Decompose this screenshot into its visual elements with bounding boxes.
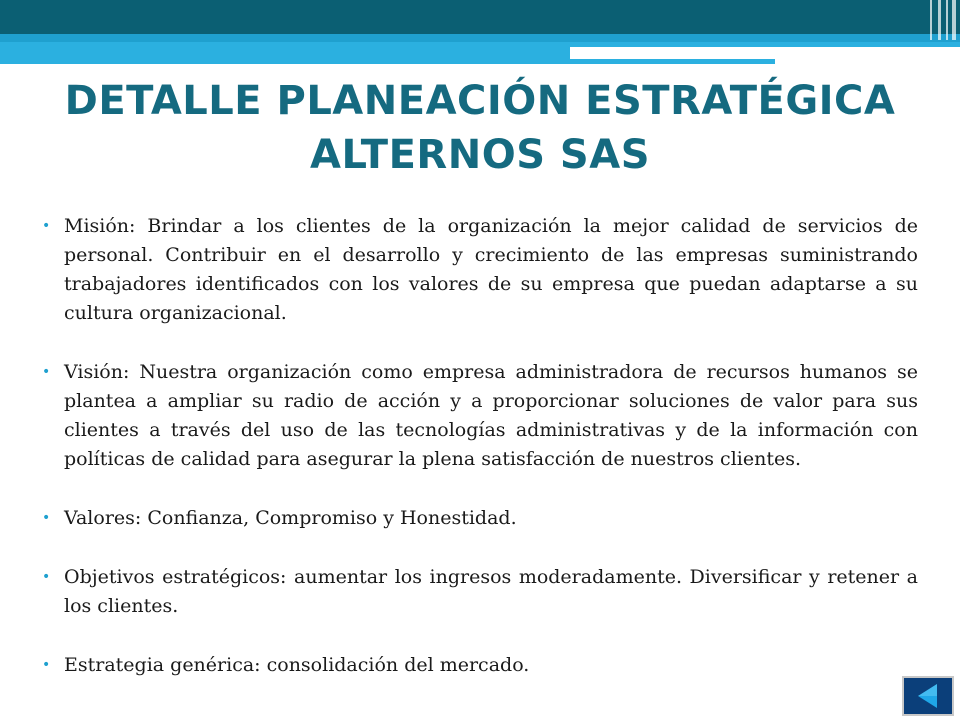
header-bar-dark bbox=[0, 0, 960, 34]
bullet-text: Objetivos estratégicos: aumentar los ingresos moderadamente. Diversificar y retener a los clientes. bbox=[64, 566, 918, 617]
bullet-text: Misión: Brindar a los clientes de la organización la mejor calidad de servicios de personal. Contribuir en el desarrollo y crecimiento de las empresas suministrando trabajadores identificados con los valores de su empresa que puedan adaptarse a su cultura organizacional. bbox=[64, 215, 918, 324]
bullet-item-vision bbox=[40, 358, 918, 474]
bullet-icon: • bbox=[42, 510, 51, 526]
header-stripe bbox=[938, 0, 941, 40]
back-arrow-icon bbox=[913, 681, 943, 711]
bullet-icon: • bbox=[42, 364, 51, 380]
bullet-item-estrategia bbox=[40, 651, 918, 680]
header-bar-mid bbox=[0, 42, 570, 64]
bullet-text: Valores: Confianza, Compromiso y Honestidad. bbox=[64, 507, 517, 529]
header-bar-light bbox=[0, 34, 960, 42]
bullet-icon: • bbox=[42, 569, 51, 585]
header-divider-line bbox=[570, 49, 890, 51]
bullet-item-objetivos bbox=[40, 563, 918, 621]
bullet-icon: • bbox=[42, 657, 51, 673]
bullet-icon: • bbox=[42, 218, 51, 234]
bullet-item-valores bbox=[40, 504, 918, 533]
header-stripe bbox=[946, 0, 948, 40]
slide-title: DETALLE PLANEACIÓN ESTRATÉGICA ALTERNOS SAS bbox=[64, 78, 896, 178]
back-nav-button[interactable] bbox=[902, 676, 954, 716]
header-stripe bbox=[930, 0, 932, 40]
bullet-list bbox=[40, 212, 918, 680]
bullet-text: Estrategia genérica: consolidación del mercado. bbox=[64, 654, 530, 676]
bullet-text: Visión: Nuestra organización como empresa administradora de recursos humanos se plantea a ampliar su radio de acción y a proporcionar soluciones de valor para sus clientes a través del uso de las tecnologías administrativas y de la información con políticas de calidad para asegurar la plena satisfacción de nuestros clientes. bbox=[64, 361, 918, 470]
bullet-item-mision bbox=[40, 212, 918, 328]
header-bar-thin-lower bbox=[570, 59, 775, 64]
header-stripe bbox=[952, 0, 956, 40]
slide-content bbox=[40, 212, 918, 710]
header-bar-thin bbox=[570, 42, 960, 47]
